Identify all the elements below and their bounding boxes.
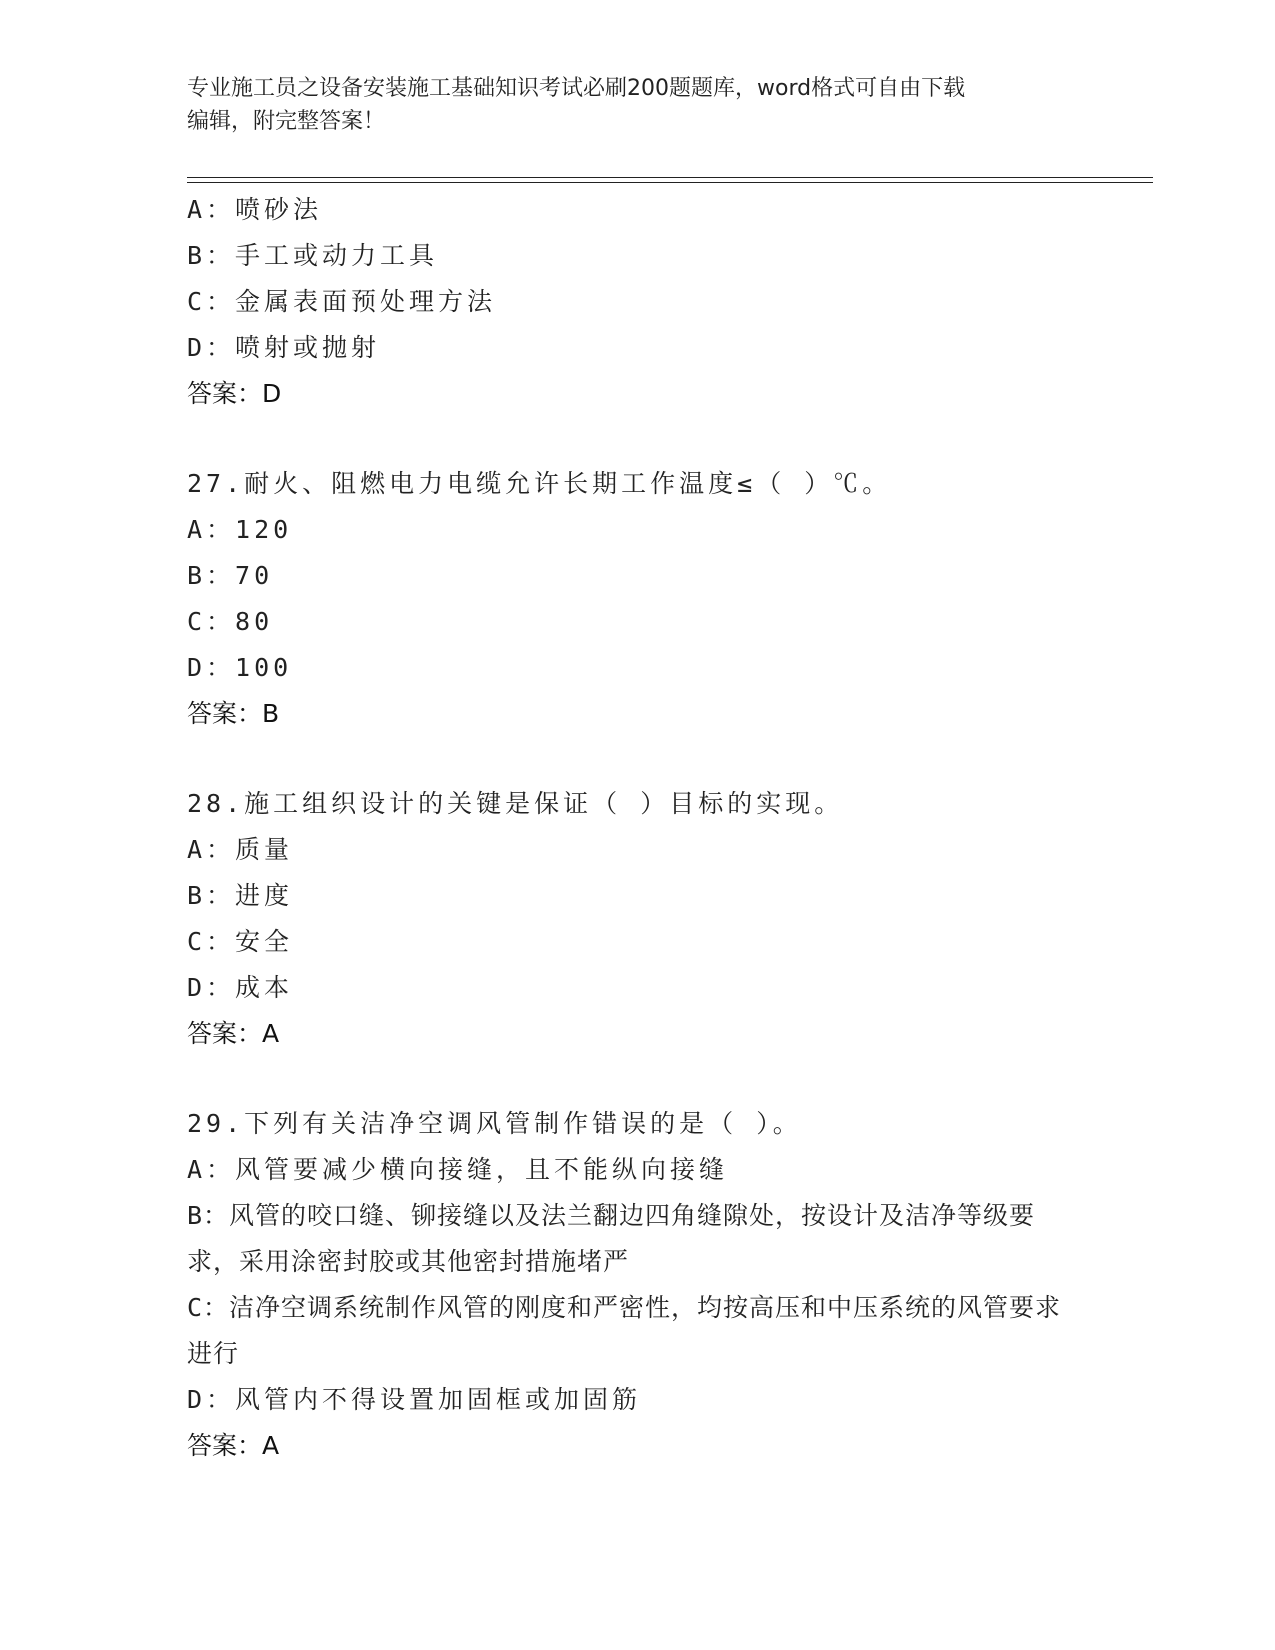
header-divider-top (187, 177, 1153, 178)
option-c: C：安全 (187, 927, 294, 956)
option-a: A：喷砂法 (187, 195, 323, 224)
header-title-line-1: 专业施工员之设备安装施工基础知识考试必刷200题题库，word格式可自由下载 (187, 76, 966, 101)
header-title-line-2: 编辑，附完整答案！ (187, 109, 386, 134)
option-a: A：风管要减少横向接缝，且不能纵向接缝 (187, 1155, 729, 1184)
document-header (187, 72, 1067, 138)
header-divider-bottom (187, 182, 1153, 183)
question-29-block (187, 1101, 1087, 1469)
option-d: D：成本 (187, 973, 294, 1002)
question-list (187, 187, 1087, 1469)
option-a: A：120 (187, 515, 293, 544)
option-a: A：质量 (187, 835, 294, 864)
question-text: 29.下列有关洁净空调风管制作错误的是（ ）。 (187, 1109, 802, 1138)
option-b: B：进度 (187, 881, 294, 910)
answer-line: 答案：A (187, 1019, 280, 1048)
question-26-block (187, 187, 1087, 417)
question-text: 28.施工组织设计的关键是保证（ ）目标的实现。 (187, 789, 844, 818)
question-27-block (187, 461, 1087, 737)
option-d: D：风管内不得设置加固框或加固筋 (187, 1385, 642, 1414)
answer-line: 答案：B (187, 699, 280, 728)
question-28-block (187, 781, 1087, 1057)
option-b: B：风管的咬口缝、铆接缝以及法兰翻边四角缝隙处，按设计及洁净等级要求，采用涂密封胶或其他密封措施堵严 (187, 1201, 1036, 1276)
answer-line: 答案：A (187, 1431, 280, 1460)
option-c: C：洁净空调系统制作风管的刚度和严密性，均按高压和中压系统的风管要求进行 (187, 1293, 1062, 1368)
question-text: 27.耐火、阻燃电力电缆允许长期工作温度≤（ ）℃。 (187, 469, 892, 498)
question-spacer (187, 417, 1087, 461)
option-b: B：手工或动力工具 (187, 241, 439, 270)
answer-line: 答案：D (187, 379, 282, 408)
option-d: D：100 (187, 653, 293, 682)
option-c: C：金属表面预处理方法 (187, 287, 497, 316)
option-c: C：80 (187, 607, 274, 636)
option-d: D：喷射或抛射 (187, 333, 381, 362)
question-spacer (187, 1057, 1087, 1101)
option-b: B：70 (187, 561, 274, 590)
question-spacer (187, 737, 1087, 781)
